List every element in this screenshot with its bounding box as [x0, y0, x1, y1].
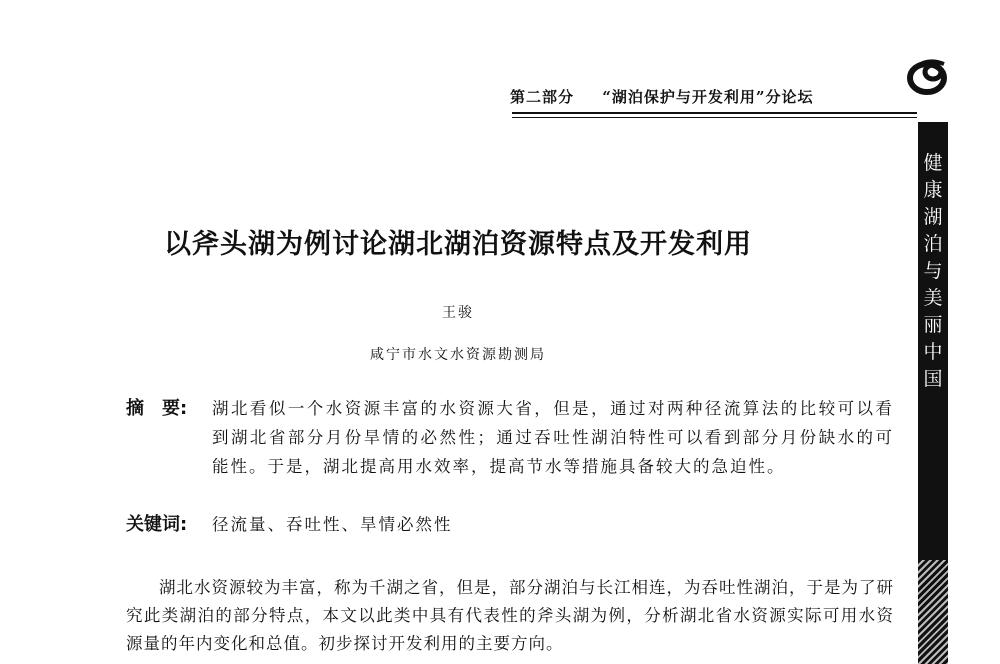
sidebar-char: 中 — [923, 341, 943, 363]
sidebar-char: 湖 — [923, 206, 943, 228]
sidebar-char: 康 — [923, 179, 943, 201]
header-rule-thin — [512, 117, 917, 118]
sidebar-vertical-title — [918, 150, 948, 393]
sidebar-char: 丽 — [923, 314, 943, 336]
running-head-part: 第二部分 — [510, 88, 575, 106]
body-paragraph: 湖北水资源较为丰富，称为千湖之省，但是，部分湖泊与长江相连，为吞吐性湖泊，于是为了研究此类湖泊的部分特点，本文以此类中具有代表性的斧头湖为例，分析湖北省水资源实际可用水资源量的年内变化和总值。初步探讨开发利用的主要方向。 — [126, 578, 894, 653]
journal-logo-icon — [906, 56, 952, 96]
sidebar-char: 与 — [923, 260, 943, 282]
keywords-label: 关键词: — [126, 514, 188, 535]
header-rule — [512, 112, 917, 114]
keywords-text: 径流量、吞吐性、旱情必然性 — [212, 515, 453, 534]
sidebar-char: 美 — [923, 287, 943, 309]
sidebar-char: 泊 — [923, 233, 943, 255]
paper-affiliation: 咸宁市水文水资源勘测局 — [370, 347, 546, 363]
abstract-label-b: 要: — [162, 398, 188, 419]
paper-author: 王骏 — [442, 305, 474, 321]
sidebar-char: 国 — [923, 368, 943, 390]
running-head — [510, 86, 910, 107]
paper-title: 以斧头湖为例讨论湖北湖泊资源特点及开发利用 — [164, 229, 752, 260]
abstract-label — [126, 394, 187, 420]
sidebar-char: 健 — [923, 152, 943, 174]
running-head-forum: “湖泊保护与开发利用”分论坛 — [602, 88, 814, 106]
sidebar-texture — [918, 560, 948, 664]
abstract-text: 湖北看似一个水资源丰富的水资源大省，但是，通过对两种径流算法的比较可以看到湖北省部分月份旱情的必然性；通过吞吐性湖泊特性可以看到部分月份缺水的可能性。于是，湖北提高用水效率，提高节水等措施具备较大的急迫性。 — [212, 399, 894, 476]
abstract-label-a: 摘 — [126, 398, 144, 419]
